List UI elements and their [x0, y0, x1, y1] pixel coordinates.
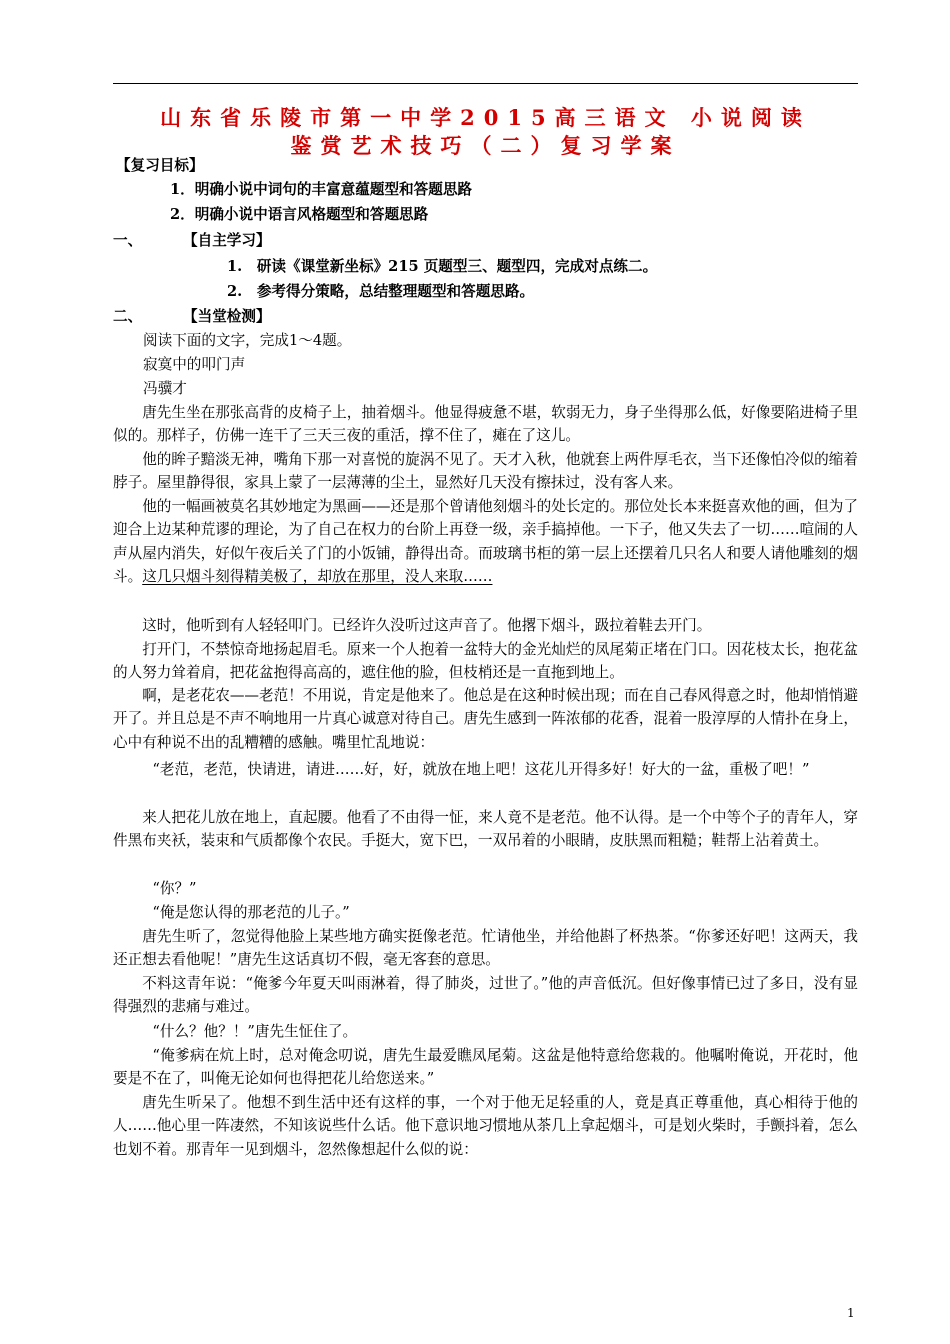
story-paragraph: 啊，是老花农——老范！不用说，肯定是他来了。他总是在这种时候出现；而在自己春风得意之时，他却悄悄避开了。并且总是不声不响地用一片真心诚意对待自己。唐先生感到一阵浓郁的花香，混着一股淳厚的人情扑在身上，心中有种说不出的乱糟糟的感触。嘴里忙乱地说：	[113, 687, 858, 751]
objective-item-2: 2．明确小说中语言风格题型和答题思路	[170, 206, 429, 223]
story-paragraph: 不料这青年说：“俺爹今年夏天叫雨淋着，得了肺炎，过世了。”他的声音低沉。但好像事情已过了多日，没有显得强烈的悲痛与难过。	[113, 975, 858, 1016]
story-paragraph: 唐先生听了，忽觉得他脸上某些地方确实挺像老范。忙请他坐，并给他斟了杯热茶。“你爹还好吧！这两天，我还正想去看他呢！”唐先生这话真切不假，毫无客套的意思。	[113, 928, 858, 969]
story-text: 他的一幅画被莫名其妙地定为黑画——还是那个曾请他刻烟斗的处长定的。那位处长本来挺喜欢他的画，但为了迎合上边某种荒谬的理论，为了自己在权力的台阶上再登一级，亲手搞掉他。一下子，他又失去了一切……喧闹的人声从屋内消失，好似午夜后关了门的小饭铺，静得出奇。而玻璃书柜的第一层上还摆着几只名人和要人请他雕刻的烟斗。	[113, 498, 858, 585]
story-paragraph: 他的眸子黯淡无神，嘴角下那一对喜悦的旋涡不见了。天才入秋，他就套上两件厚毛衣，当下还像怕冷似的缩着脖子。屋里静得很，家具上蒙了一层薄薄的尘土，显然好几天没有擦抹过，没有客人来。	[113, 451, 858, 492]
self-study-item-2: 2. 参考得分策略，总结整理题型和答题思路。	[227, 283, 535, 300]
story-paragraph: 来人把花儿放在地上，直起腰。他看了不由得一怔，来人竟不是老范。他不认得。是一个中等个子的青年人，穿件黑布夹袄，装束和气质都像个农民。手挺大，宽下巴，一双吊着的小眼睛，皮肤黑而粗糙；鞋帮上沾着黄土。	[113, 809, 858, 850]
story-paragraph: 这时，他听到有人轻轻叩门。已经许久没听过这声音了。他撂下烟斗，趿拉着鞋去开门。	[142, 617, 712, 634]
header-rule	[113, 83, 858, 84]
story-dialogue: “老范，老范，快请进，请进……好，好，就放在地上吧！这花儿开得多好！好大的一盆，重极了吧！”	[152, 761, 810, 778]
objective-item-1: 1．明确小说中词句的丰富意蕴题型和答题思路	[170, 181, 473, 198]
story-title: 寂寞中的叩门声	[143, 356, 246, 373]
section-number-1: 一、	[113, 232, 143, 249]
story-paragraph: 唐先生听呆了。他想不到生活中还有这样的事，一个对于他无足轻重的人，竟是真正尊重他，真心相待于他的人……他心里一阵凄然，不知该说些什么话。他下意识地习惯地从茶几上拿起烟斗，可是划火柴时，手颤抖着，怎么也划不着。那青年一见到烟斗，忽然像想起什么似的说：	[113, 1094, 858, 1158]
document-title-line1: 山东省乐陵市第一中学2015高三语文 小说阅读	[160, 105, 811, 130]
story-author: 冯骥才	[143, 380, 187, 397]
story-dialogue: “俺爹病在炕上时，总对俺念叨说，唐先生最爱瞧凤尾菊。这盆是他特意给您栽的。他嘱咐俺说，开花时，他要是不在了，叫俺无论如何也得把花儿给您送来。”	[113, 1047, 858, 1088]
self-study-item-1: 1. 研读《课堂新坐标》215 页题型三、题型四，完成对点练二。	[227, 258, 658, 275]
story-dialogue: “什么？他？！”唐先生怔住了。	[152, 1023, 358, 1040]
story-dialogue: “俺是您认得的那老范的儿子。”	[152, 904, 350, 921]
story-dialogue: “你？”	[152, 880, 197, 897]
in-class-heading: 【当堂检测】	[183, 308, 271, 325]
story-paragraph	[113, 495, 858, 588]
document-title-line2: 鉴赏艺术技巧（二）复习学案	[290, 133, 681, 158]
reading-instruction: 阅读下面的文字，完成1～4题。	[143, 332, 352, 349]
underlined-sentence: 这几只烟斗刻得精美极了，却放在那里，没人来取……	[142, 567, 493, 585]
section-number-2: 二、	[113, 308, 143, 325]
self-study-heading: 【自主学习】	[183, 232, 271, 249]
story-paragraph: 打开门，不禁惊奇地扬起眉毛。原来一个人抱着一盆特大的金光灿烂的凤尾菊正堵在门口。因花枝太长，抱花盆的人努力耸着肩，把花盆抱得高高的，遮住他的脸，但枝梢还是一直拖到地上。	[113, 641, 858, 682]
page-number: 1	[847, 1306, 855, 1320]
objectives-heading: 【复习目标】	[116, 157, 204, 174]
story-paragraph: 唐先生坐在那张高背的皮椅子上，抽着烟斗。他显得疲惫不堪，软弱无力，身子坐得那么低，好像要陷进椅子里似的。那样子，仿佛一连干了三天三夜的重活，撑不住了，瘫在了这儿。	[113, 404, 858, 445]
